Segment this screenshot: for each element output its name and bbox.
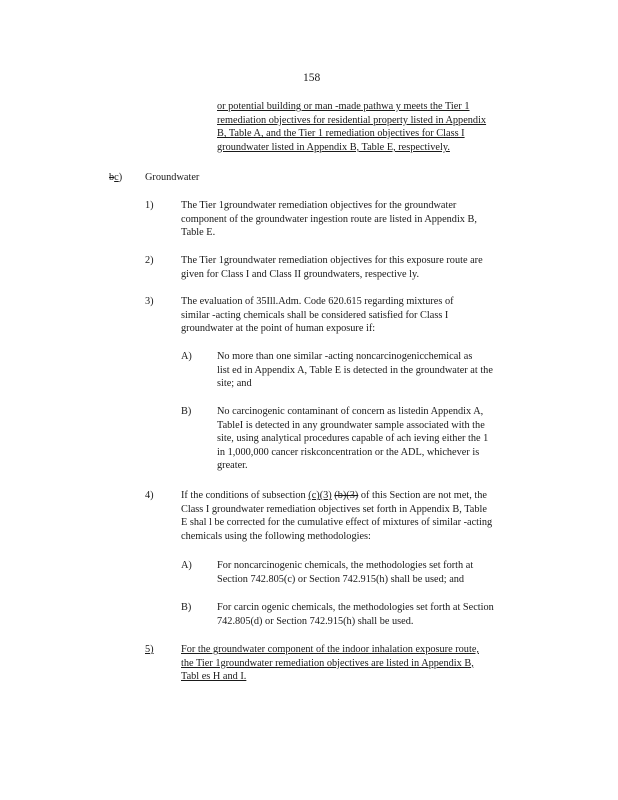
item-number: 2) <box>145 255 154 266</box>
item-paragraph <box>181 199 525 240</box>
item-paragraph <box>181 254 533 281</box>
subitem-number: A) <box>181 560 192 571</box>
section-label <box>109 171 122 185</box>
item-number: 5) <box>145 644 154 655</box>
item-paragraph <box>181 295 501 336</box>
item-line: Table E. <box>181 227 216 239</box>
subitem-line: 742.805(d) or Section 742.915(h) shall be used. <box>217 615 414 627</box>
item-paragraph <box>181 489 536 543</box>
intro-paragraph <box>217 100 523 154</box>
intro-line: or potential building or man -made pathwa y meets the Tier 1 <box>217 101 470 112</box>
subitem-number: B) <box>181 602 192 613</box>
deleted-text: (b)(3) <box>334 490 359 501</box>
item-line: component of the groundwater ingestion route are listed in Appendix B, <box>181 213 477 225</box>
subitem-line: For noncarcinogenic chemicals, the methodologies set forth at <box>217 560 474 571</box>
item-number: 1) <box>145 200 154 211</box>
item-line: groundwater at the point of human exposure if: <box>181 323 376 335</box>
item-line: Class I groundwater remediation objectives set forth in Appendix B, Table <box>181 503 487 515</box>
item-line: The Tier 1groundwater remediation objectives for this exposure route are <box>181 255 483 266</box>
subitem-line: TableI is detected in any groundwater sample associated with the <box>217 419 485 431</box>
subitem-paragraph <box>217 559 517 586</box>
item-line: the Tier 1groundwater remediation objectives are listed in Appendix B, <box>181 657 474 669</box>
item-line: E shal l be corrected for the cumulative effect of mixtures of similar -acting <box>181 517 493 529</box>
item-number: 4) <box>145 490 154 501</box>
intro-line: B, Table A, and the Tier 1 remediation objectives for Class I <box>217 128 465 140</box>
subitem-paragraph <box>217 405 531 473</box>
item-line: Tabl es H and I. <box>181 671 247 683</box>
item-line: given for Class I and Class II groundwaters, respective ly. <box>181 268 420 280</box>
subitem-line: greater. <box>217 460 248 472</box>
item-line: The evaluation of 35Ill.Adm. Code 620.615 regarding mixtures of <box>181 296 454 307</box>
item-line: The Tier 1groundwater remediation objectives for the groundwater <box>181 200 457 211</box>
subitem-paragraph <box>217 350 537 391</box>
subitem-paragraph <box>217 601 533 628</box>
subitem-line: list ed in Appendix A, Table E is detected in the groundwater at the <box>217 364 493 376</box>
text-run: of this Section are not met, the <box>358 490 487 501</box>
intro-line: groundwater listed in Appendix B, Table E, respectively. <box>217 141 450 153</box>
subitem-line: in 1,000,000 cancer riskconcentration or the ADL, whichever is <box>217 446 480 458</box>
inserted-text: (c)(3) <box>308 490 332 501</box>
item-paragraph <box>181 643 528 684</box>
section-label-deleted: b <box>109 172 115 183</box>
section-title: Groundwater <box>145 172 200 183</box>
item-line <box>181 489 536 503</box>
subitem-line: Section 742.805(c) or Section 742.915(h) shall be used; and <box>217 573 465 585</box>
text-run: If the conditions of subsection <box>181 490 309 501</box>
subitem-number: A) <box>181 351 192 362</box>
item-line: For the groundwater component of the indoor inhalation exposure route, <box>181 644 479 655</box>
subitem-line: site; and <box>217 378 252 390</box>
section-label-paren: ) <box>118 172 123 183</box>
intro-line: remediation objectives for residential property listed in Appendix <box>217 114 487 126</box>
subitem-line: For carcin ogenic chemicals, the methodologies set forth at Section <box>217 602 494 613</box>
item-number: 3) <box>145 296 154 307</box>
subitem-line: No more than one similar -acting noncarcinogenicchemical as <box>217 351 473 362</box>
subitem-number: B) <box>181 406 192 417</box>
page-number: 158 <box>303 72 321 84</box>
item-line: chemicals using the following methodologies: <box>181 530 371 542</box>
subitem-line: No carcinogenic contaminant of concern as listedin Appendix A, <box>217 406 484 417</box>
section-label-added: c <box>114 172 119 183</box>
item-line: similar -acting chemicals shall be considered satisfied for Class I <box>181 309 449 321</box>
subitem-line: site, using analytical procedures capable of ach ieving either the 1 <box>217 433 489 445</box>
